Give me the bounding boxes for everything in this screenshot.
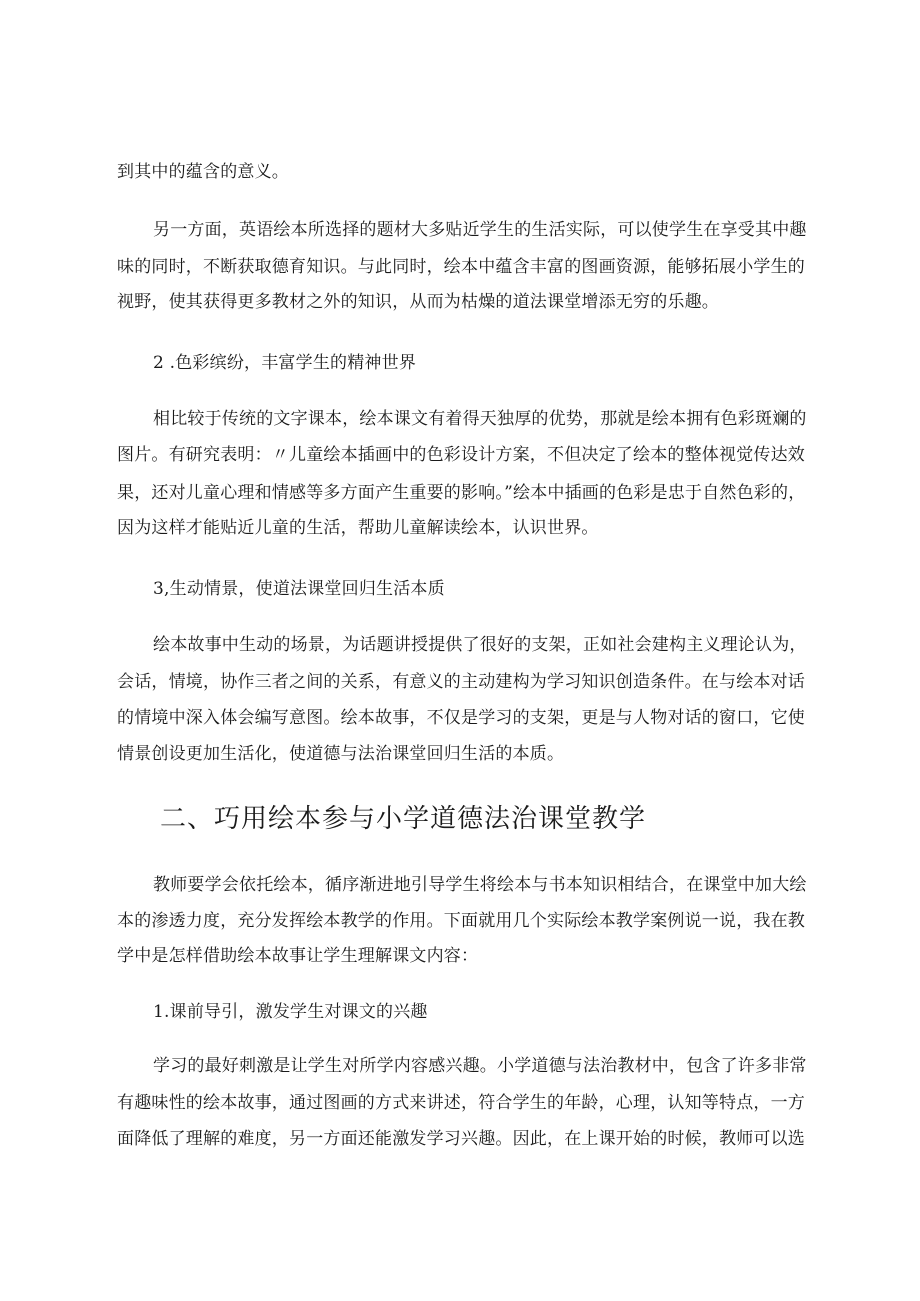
- paragraph-line: 教师要学会依托绘本，循序渐进地引导学生将绘本与书本知识相结合，在课堂中加大绘: [153, 875, 807, 895]
- paragraph-line: 本的渗透力度，充分发挥绘本教学的作用。下面就用几个实际绘本教学案例说一说，我在教: [117, 911, 805, 931]
- paragraph-line: 学中是怎样借助绘本故事让学生理解课文内容：: [117, 946, 479, 966]
- paragraph-line: 视野，使其获得更多教材之外的知识，从而为枯燥的道法课堂增添无穷的乐趣。: [117, 292, 719, 312]
- paragraph-line: 绘本故事中生动的场景，为话题讲授提供了很好的支架，正如社会建构主义理论认为，: [153, 635, 807, 655]
- subheading: 2 .色彩缤纷，丰富学生的精神世界: [153, 353, 417, 373]
- paragraph-line: 有趣味性的绘本故事，通过图画的方式来讲述，符合学生的年龄，心理，认知等特点，一方: [117, 1093, 805, 1113]
- paragraph-line: 的情境中深入体会编写意图。绘本故事，不仅是学习的支架，更是与人物对话的窗口，它使: [117, 708, 805, 728]
- paragraph-line: 到其中的蕴含的意义。: [117, 162, 289, 182]
- paragraph-line: 图片。有研究表明：〃儿童绘本插画中的色彩设计方案，不但决定了绘本的整体视觉传达效: [117, 445, 805, 465]
- paragraph-line: 面降低了理解的难度，另一方面还能激发学习兴趣。因此，在上课开始的时候，教师可以选: [117, 1129, 805, 1149]
- paragraph-line: 相比较于传统的文字课本，绘本课文有着得天独厚的优势，那就是绘本拥有色彩斑斓的: [153, 409, 807, 429]
- paragraph-line: 果，还对儿童心理和情感等多方面产生重要的影响。”绘本中插画的色彩是忠于自然色彩的，: [117, 483, 806, 503]
- section-heading: 二、巧用绘本参与小学道德法治课堂教学: [160, 804, 647, 834]
- paragraph-line: 味的同时，不断获取德育知识。与此同时，绘本中蕴含丰富的图画资源，能够拓展小学生的: [117, 257, 805, 277]
- paragraph-line: 学习的最好刺激是让学生对所学内容感兴趣。小学道德与法治教材中，包含了许多非常: [153, 1056, 807, 1076]
- paragraph-line: 另一方面，英语绘本所选择的题材大多贴近学生的生活实际，可以使学生在享受其中趣: [153, 220, 807, 240]
- paragraph-line: 情景创设更加生活化，使道德与法治课堂回归生活的本质。: [117, 744, 565, 764]
- subheading: 3,生动情景，使道法课堂回归生活本质: [153, 579, 445, 599]
- paragraph-line: 因为这样才能贴近儿童的生活，帮助儿童解读绘本，认识世界。: [117, 518, 599, 538]
- paragraph-line: 会话，情境，协作三者之间的关系，有意义的主动建构为学习知识创造条件。在与绘本对话: [117, 672, 805, 692]
- subheading: 1.课前导引，激发学生对课文的兴趣: [153, 1002, 428, 1022]
